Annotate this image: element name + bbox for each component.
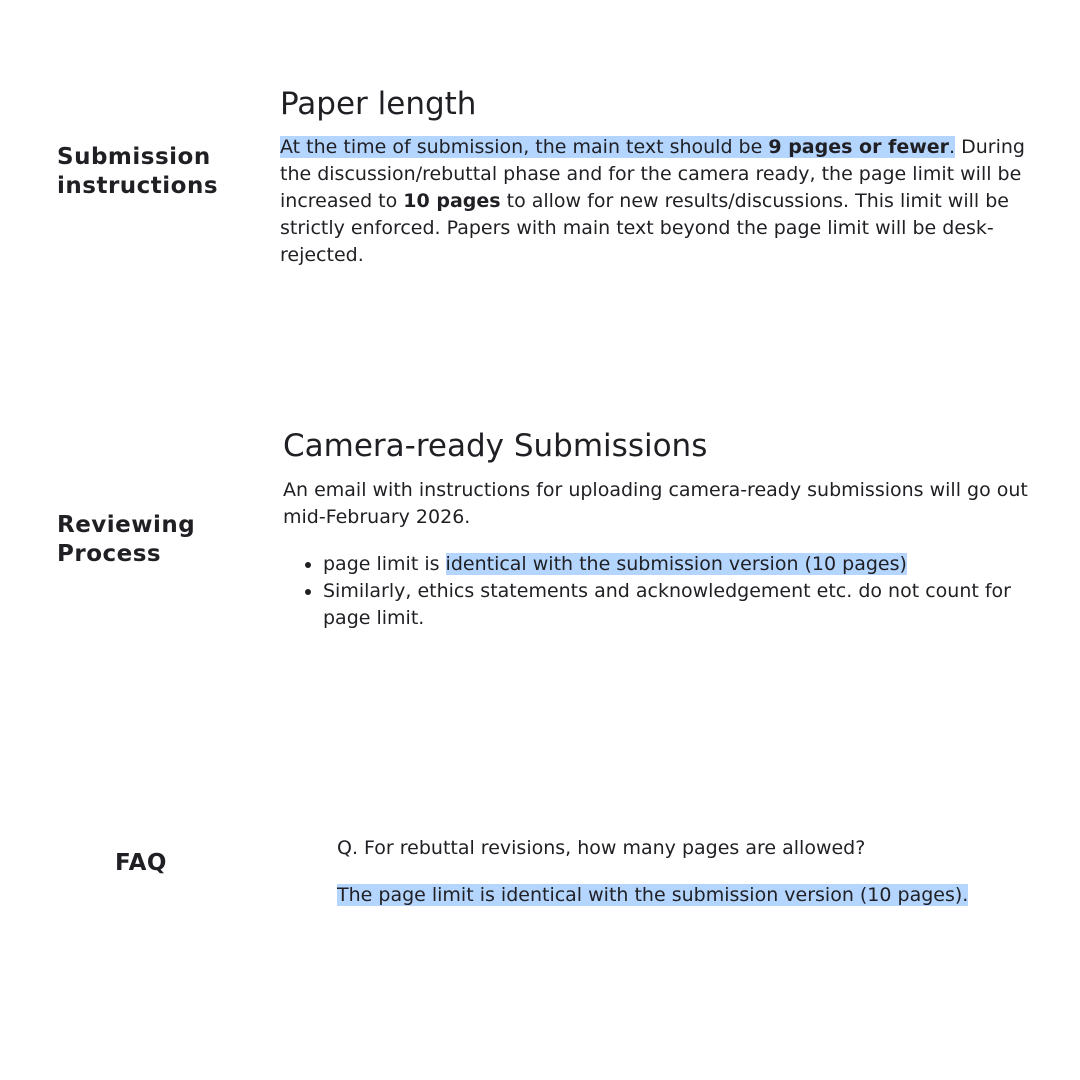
text-run: At the time of submission, the main text should be <box>280 136 769 158</box>
camera-ready-bullet-list <box>283 551 1028 632</box>
sidebar-label-line: instructions <box>57 173 219 199</box>
highlighted-text <box>280 136 955 158</box>
faq-question: Q. For rebuttal revisions, how many pages are allowed? <box>337 837 866 859</box>
section-title-camera-ready: Camera-ready Submissions <box>283 428 708 464</box>
highlighted-text: The page limit is identical with the submission version (10 pages). <box>337 884 969 906</box>
text-run: page limit is <box>323 553 446 575</box>
highlighted-text: identical with the submission version (10 pages) <box>445 553 907 575</box>
sidebar-label-reviewing-process <box>57 511 247 569</box>
text-run: During the discussion/rebuttal phase and for the camera ready, the page limit will be increased to <box>280 136 1025 212</box>
sidebar-label-line: Process <box>57 541 162 567</box>
text-run: . <box>949 136 956 158</box>
sidebar-label-faq: FAQ <box>115 850 167 876</box>
section-title-paper-length: Paper length <box>280 86 477 122</box>
text-run: to allow for new results/discussions. This limit will be strictly enforced. Papers with main text beyond the page limit will be desk-rejected. <box>280 190 1009 266</box>
camera-ready-intro: An email with instructions for uploading camera-ready submissions will go out mid-February 2026. <box>283 479 1028 528</box>
faq-answer <box>337 882 1037 909</box>
sidebar-label-line: Reviewing <box>57 512 196 538</box>
bold-text: 10 pages <box>403 190 501 212</box>
bold-text: 9 pages or fewer <box>768 136 950 158</box>
sidebar-label-line: Submission <box>57 144 211 170</box>
list-item <box>323 551 1028 578</box>
list-item: • Similarly, ethics statements and acknowledgement etc. do not count for page limit. <box>323 578 1028 632</box>
sidebar-label-submission-instructions <box>57 143 247 201</box>
paper-length-paragraph <box>280 134 1030 269</box>
